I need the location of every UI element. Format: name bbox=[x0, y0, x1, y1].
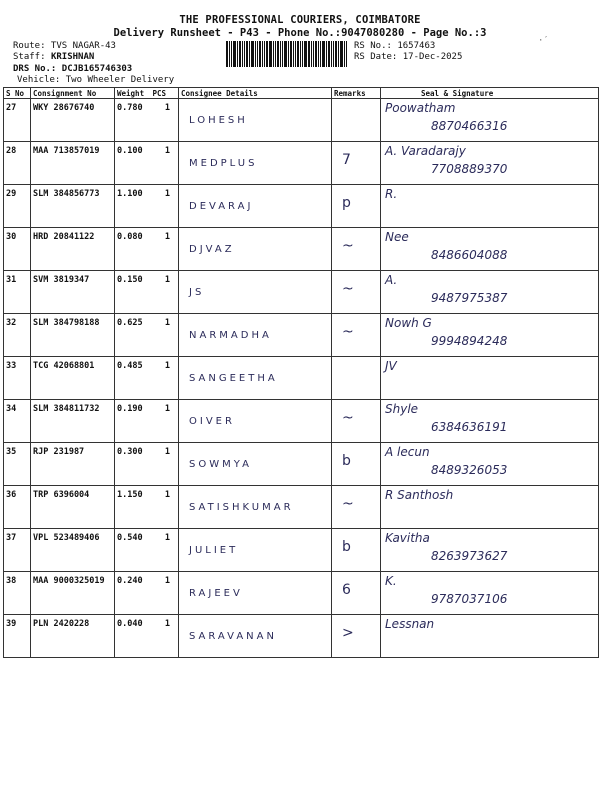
consignment-number: SLM 384811732 bbox=[31, 400, 115, 443]
signature-cell bbox=[381, 228, 599, 271]
remark-mark: ~ bbox=[342, 238, 354, 254]
remark-mark: ~ bbox=[342, 324, 354, 340]
consignment-number: PLN 2420228 bbox=[31, 615, 115, 658]
pieces: 1 bbox=[151, 228, 179, 271]
col-consignment: Consignment No bbox=[31, 88, 115, 99]
consignment-number: WKY 28676740 bbox=[31, 99, 115, 142]
rs-number: RS No.: 1657463 bbox=[354, 41, 436, 51]
consignee-cell bbox=[179, 572, 332, 615]
consignment-number: HRD 20841122 bbox=[31, 228, 115, 271]
remark-mark: ~ bbox=[342, 410, 354, 426]
pieces: 1 bbox=[151, 572, 179, 615]
weight: 0.240 bbox=[115, 572, 151, 615]
consignee-name: SOWMYA bbox=[189, 459, 252, 470]
table-row bbox=[4, 443, 599, 486]
consignment-number: SVM 3819347 bbox=[31, 271, 115, 314]
consignee-name: MEDPLUS bbox=[189, 158, 258, 169]
consignment-number: SLM 384856773 bbox=[31, 185, 115, 228]
remarks-cell bbox=[332, 271, 381, 314]
consignee-name: RAJEEV bbox=[189, 588, 243, 599]
table-row bbox=[4, 357, 599, 400]
drs-line bbox=[13, 64, 132, 74]
consignee-name: OIVER bbox=[189, 416, 235, 427]
signature-phone: 9487975387 bbox=[431, 291, 508, 305]
drs-label: DRS No.: bbox=[13, 64, 57, 74]
table-row bbox=[4, 99, 599, 142]
table-row bbox=[4, 185, 599, 228]
remarks-cell bbox=[332, 443, 381, 486]
signature-cell bbox=[381, 357, 599, 400]
signature-phone: 7708889370 bbox=[431, 162, 508, 176]
pieces: 1 bbox=[151, 443, 179, 486]
table-row bbox=[4, 529, 599, 572]
weight: 0.040 bbox=[115, 615, 151, 658]
signature: Kavitha bbox=[385, 531, 430, 545]
remark-mark: b bbox=[342, 539, 351, 555]
drs-value: DCJB165746303 bbox=[61, 64, 133, 74]
signature-cell bbox=[381, 314, 599, 357]
serial-number: 35 bbox=[4, 443, 31, 486]
consignment-number: MAA 713857019 bbox=[31, 142, 115, 185]
runsheet-title: THE PROFESSIONAL COURIERS, COIMBATORE bbox=[179, 14, 421, 26]
signature-cell bbox=[381, 443, 599, 486]
signature: Nee bbox=[385, 230, 409, 244]
table-row bbox=[4, 228, 599, 271]
serial-number: 33 bbox=[4, 357, 31, 400]
vehicle-label: Vehicle: Two Wheeler Delivery bbox=[17, 75, 175, 85]
table-row bbox=[4, 142, 599, 185]
table-row bbox=[4, 615, 599, 658]
weight: 1.100 bbox=[115, 185, 151, 228]
consignment-number: TRP 6396004 bbox=[31, 486, 115, 529]
serial-number: 31 bbox=[4, 271, 31, 314]
signature: JV bbox=[385, 359, 397, 373]
pieces: 1 bbox=[151, 185, 179, 228]
remark-mark: b bbox=[342, 453, 351, 469]
route-label: Route: TVS NAGAR-43 bbox=[13, 41, 116, 51]
signature-cell bbox=[381, 99, 599, 142]
consignee-name: LOHESH bbox=[189, 115, 248, 126]
remark-mark: 6 bbox=[342, 582, 351, 598]
table-row bbox=[4, 400, 599, 443]
col-pcs: PCS bbox=[151, 88, 179, 99]
consignment-number: MAA 9000325019 bbox=[31, 572, 115, 615]
signature-cell bbox=[381, 486, 599, 529]
consignee-cell bbox=[179, 615, 332, 658]
signature-cell bbox=[381, 271, 599, 314]
remarks-cell bbox=[332, 314, 381, 357]
weight: 1.150 bbox=[115, 486, 151, 529]
consignee-cell bbox=[179, 529, 332, 572]
signature: A. bbox=[385, 273, 398, 287]
signature-phone: 8870466316 bbox=[431, 119, 508, 133]
remarks-cell bbox=[332, 486, 381, 529]
signature-phone: 8489326053 bbox=[431, 463, 508, 477]
consignee-name: SARAVANAN bbox=[189, 631, 277, 642]
remarks-cell bbox=[332, 572, 381, 615]
remark-mark: ~ bbox=[342, 496, 354, 512]
serial-number: 28 bbox=[4, 142, 31, 185]
consignee-cell bbox=[179, 185, 332, 228]
consignee-cell bbox=[179, 142, 332, 185]
signature: A. Varadarajy bbox=[385, 144, 466, 158]
barcode bbox=[226, 41, 349, 67]
consignee-cell bbox=[179, 400, 332, 443]
remarks-cell bbox=[332, 357, 381, 400]
consignee-cell bbox=[179, 228, 332, 271]
signature-cell bbox=[381, 142, 599, 185]
signature-phone: 9787037106 bbox=[431, 592, 508, 606]
runsheet-table bbox=[3, 87, 599, 658]
col-weight: Weight bbox=[115, 88, 151, 99]
staff-label: Staff: bbox=[13, 52, 46, 62]
table-row bbox=[4, 486, 599, 529]
pieces: 1 bbox=[151, 314, 179, 357]
signature-phone: 6384636191 bbox=[431, 420, 508, 434]
staff-value: KRISHNAN bbox=[50, 52, 95, 62]
consignee-name: DJVAZ bbox=[189, 244, 235, 255]
consignee-name: DEVARAJ bbox=[189, 201, 254, 212]
weight: 0.100 bbox=[115, 142, 151, 185]
remark-mark: > bbox=[342, 625, 354, 641]
remarks-cell bbox=[332, 142, 381, 185]
signature-cell bbox=[381, 529, 599, 572]
signature-cell bbox=[381, 572, 599, 615]
consignee-cell bbox=[179, 314, 332, 357]
serial-number: 29 bbox=[4, 185, 31, 228]
pieces: 1 bbox=[151, 529, 179, 572]
signature: R. bbox=[385, 187, 398, 201]
corner-mark: ·ˊ bbox=[538, 36, 549, 46]
signature-cell bbox=[381, 400, 599, 443]
pieces: 1 bbox=[151, 486, 179, 529]
signature: Nowh G bbox=[385, 316, 432, 330]
table-row bbox=[4, 314, 599, 357]
pieces: 1 bbox=[151, 99, 179, 142]
remark-mark: 7 bbox=[342, 152, 351, 168]
staff-line bbox=[13, 52, 94, 62]
signature: Shyle bbox=[385, 402, 419, 416]
consignee-cell bbox=[179, 486, 332, 529]
signature: K. bbox=[385, 574, 397, 588]
pieces: 1 bbox=[151, 142, 179, 185]
remarks-cell bbox=[332, 529, 381, 572]
col-signature: Seal & Signature bbox=[381, 88, 599, 99]
consignee-cell bbox=[179, 443, 332, 486]
table-row bbox=[4, 572, 599, 615]
col-remarks: Remarks bbox=[332, 88, 381, 99]
weight: 0.190 bbox=[115, 400, 151, 443]
signature: Poowatham bbox=[385, 101, 456, 115]
consignment-number: TCG 42068801 bbox=[31, 357, 115, 400]
signature: R Santhosh bbox=[385, 488, 454, 502]
weight: 0.150 bbox=[115, 271, 151, 314]
signature-phone: 9994894248 bbox=[431, 334, 508, 348]
col-sno: S No bbox=[4, 88, 31, 99]
col-consignee: Consignee Details bbox=[179, 88, 332, 99]
rs-date: RS Date: 17-Dec-2025 bbox=[354, 52, 463, 62]
table-header-row bbox=[4, 88, 599, 99]
consignee-name: JS bbox=[189, 287, 205, 298]
serial-number: 38 bbox=[4, 572, 31, 615]
weight: 0.485 bbox=[115, 357, 151, 400]
remarks-cell bbox=[332, 99, 381, 142]
weight: 0.780 bbox=[115, 99, 151, 142]
signature-phone: 8486604088 bbox=[431, 248, 508, 262]
remarks-cell bbox=[332, 185, 381, 228]
signature: Lessnan bbox=[385, 617, 435, 631]
consignment-number: RJP 231987 bbox=[31, 443, 115, 486]
consignee-name: SATISHKUMAR bbox=[189, 502, 294, 513]
pieces: 1 bbox=[151, 400, 179, 443]
consignee-name: SANGEETHA bbox=[189, 373, 278, 384]
consignee-cell bbox=[179, 271, 332, 314]
runsheet-subtitle: Delivery Runsheet - P43 - Phone No.:9047080280 - Page No.:3 bbox=[113, 27, 487, 39]
serial-number: 36 bbox=[4, 486, 31, 529]
remark-mark: ~ bbox=[342, 281, 354, 297]
remarks-cell bbox=[332, 615, 381, 658]
pieces: 1 bbox=[151, 357, 179, 400]
remark-mark: p bbox=[342, 195, 351, 211]
consignee-cell bbox=[179, 99, 332, 142]
pieces: 1 bbox=[151, 271, 179, 314]
consignee-name: NARMADHA bbox=[189, 330, 272, 341]
table-row bbox=[4, 271, 599, 314]
serial-number: 34 bbox=[4, 400, 31, 443]
weight: 0.625 bbox=[115, 314, 151, 357]
weight: 0.080 bbox=[115, 228, 151, 271]
weight: 0.540 bbox=[115, 529, 151, 572]
signature-cell bbox=[381, 615, 599, 658]
serial-number: 30 bbox=[4, 228, 31, 271]
consignment-number: SLM 384798188 bbox=[31, 314, 115, 357]
signature-phone: 8263973627 bbox=[431, 549, 508, 563]
pieces: 1 bbox=[151, 615, 179, 658]
serial-number: 32 bbox=[4, 314, 31, 357]
serial-number: 39 bbox=[4, 615, 31, 658]
signature: A lecun bbox=[385, 445, 430, 459]
remarks-cell bbox=[332, 228, 381, 271]
serial-number: 37 bbox=[4, 529, 31, 572]
serial-number: 27 bbox=[4, 99, 31, 142]
weight: 0.300 bbox=[115, 443, 151, 486]
remarks-cell bbox=[332, 400, 381, 443]
consignee-name: JULIET bbox=[189, 545, 239, 556]
signature-cell bbox=[381, 185, 599, 228]
consignee-cell bbox=[179, 357, 332, 400]
consignment-number: VPL 523489406 bbox=[31, 529, 115, 572]
